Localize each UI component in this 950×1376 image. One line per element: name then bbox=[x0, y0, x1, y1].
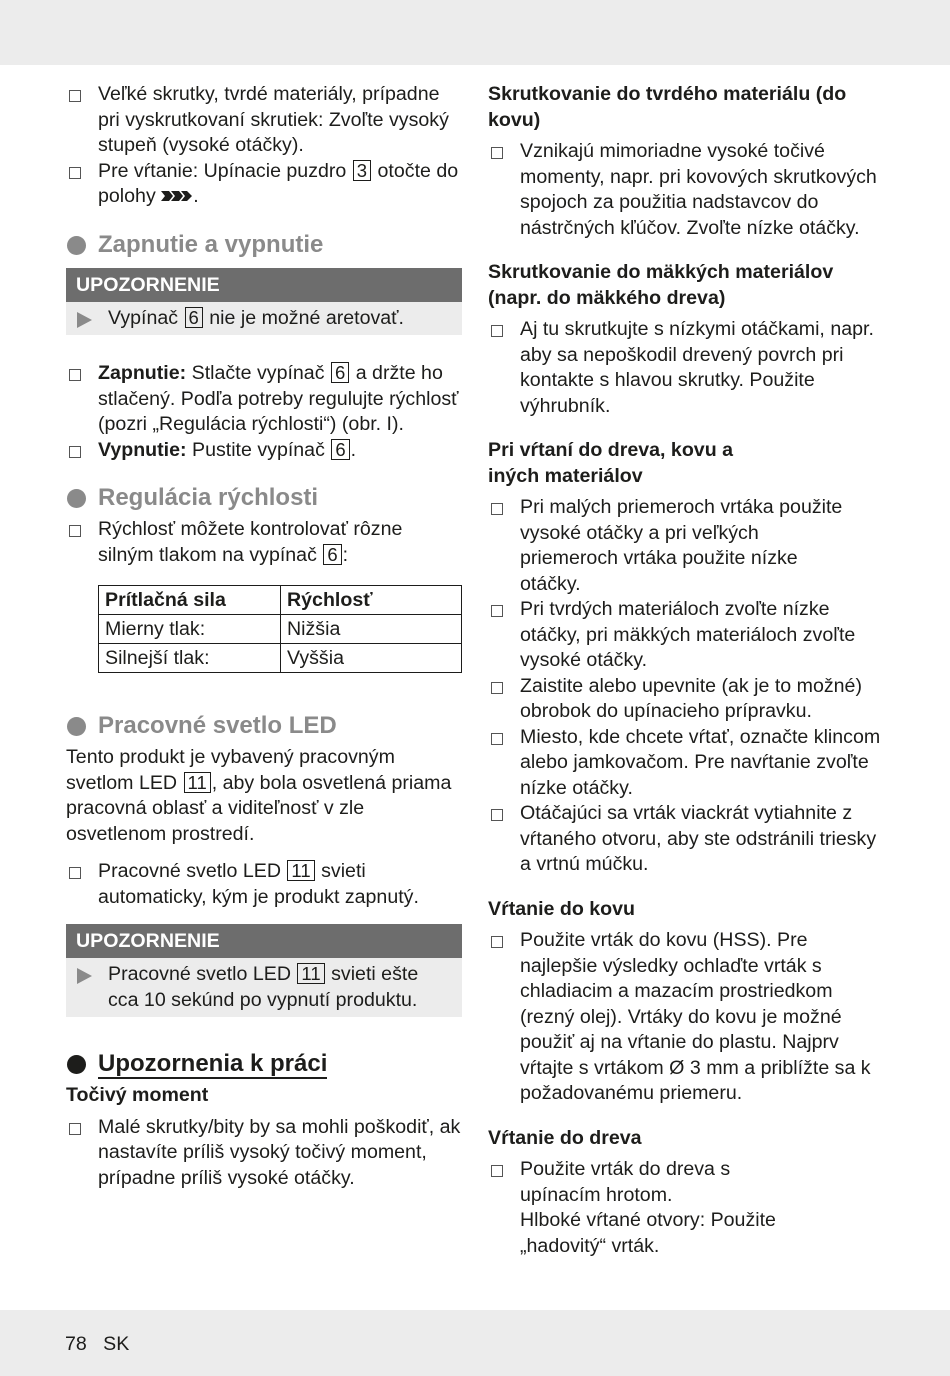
text: Pracovné svetlo LED bbox=[108, 963, 291, 985]
subheading: Skrutkovanie do mäkkých materiálov (napr. do mäkkého dreva) bbox=[488, 261, 834, 309]
left-column bbox=[66, 82, 462, 1191]
text: Rýchlosť môžete kontrolovať rôzne silným tlakom na vypínač bbox=[98, 518, 403, 566]
arrow-icon bbox=[77, 312, 92, 328]
list-item bbox=[488, 725, 888, 802]
list-item bbox=[488, 495, 858, 597]
list-item bbox=[488, 674, 888, 725]
ref-number: 11 bbox=[297, 963, 324, 984]
footer-band bbox=[0, 1310, 950, 1376]
warning-label: UPOZORNENIE bbox=[66, 924, 462, 958]
text: Miesto, kde chcete vŕtať, označte klincom alebo jamkovačom. Pre navŕtanie zvoľte nízke otáčky. bbox=[520, 725, 881, 799]
list-item bbox=[66, 361, 462, 438]
ref-number: 6 bbox=[323, 544, 341, 565]
table-cell: Vyššia bbox=[281, 644, 462, 673]
table-cell: Nižšia bbox=[281, 615, 462, 644]
text: svieti ešte cca 10 sekúnd po vypnutí produktu. bbox=[108, 963, 419, 1011]
table-header: Prítlačná sila bbox=[99, 586, 281, 615]
section-heading bbox=[66, 711, 462, 741]
text: . bbox=[350, 438, 357, 461]
text: , aby bola osvetlená priama pracovná oblasť a viditeľnosť v zle osvetlenom prostredí. bbox=[66, 771, 452, 845]
warning-label: UPOZORNENIE bbox=[66, 268, 462, 302]
text: Zaistite alebo upevnite (ak je to možné) obrobok do upínacieho prípravku. bbox=[520, 674, 862, 722]
table-cell: Mierny tlak: bbox=[99, 615, 281, 644]
page-footer bbox=[65, 1332, 129, 1358]
text: Vznikajú mimoriadne vysoké točivé momenty, napr. pri kovových skrutkových spojoch za použitia nadstavcov do nástrčných kľúčov. Zvoľte nízke otáčky. bbox=[520, 140, 877, 239]
section-heading bbox=[66, 483, 462, 513]
heading-text: Pracovné svetlo LED bbox=[98, 712, 337, 739]
arrow-icon bbox=[77, 968, 92, 984]
list-item bbox=[488, 139, 888, 241]
text: nie je možné aretovať. bbox=[209, 306, 404, 329]
text: a držte ho stlačený. Podľa potreby regulujte rýchlosť (pozri „Regulácia rýchlosti“) (obr. I). bbox=[98, 362, 459, 435]
list-item bbox=[488, 801, 888, 878]
text: Pracovné svetlo LED bbox=[98, 860, 281, 882]
text: Pustite vypínač bbox=[192, 438, 325, 461]
table-header: Rýchlosť bbox=[281, 586, 462, 615]
page-number: 78 bbox=[65, 1333, 87, 1355]
text: Pri vŕtaní do dreva, kovu a iných materiálov bbox=[488, 439, 734, 487]
section-heading bbox=[66, 1049, 462, 1079]
list-item bbox=[488, 1157, 788, 1259]
language-code: SK bbox=[103, 1333, 130, 1355]
text: Použite vrták do dreva s upínacím hrotom. bbox=[520, 1158, 731, 1206]
text: Tento produkt je vybavený pracovným svetlom LED bbox=[66, 746, 395, 794]
ref-number: 6 bbox=[331, 362, 349, 383]
heading-text: Zapnutie a vypnutie bbox=[98, 230, 324, 258]
list-item bbox=[66, 82, 462, 159]
text: svieti automaticky, kým je produkt zapnutý. bbox=[98, 860, 419, 908]
heading-text: Upozornenia k práci bbox=[98, 1050, 328, 1077]
top-band bbox=[0, 0, 950, 65]
ref-number: 3 bbox=[353, 160, 371, 181]
right-column bbox=[488, 82, 888, 1259]
subheading: Vŕtanie do dreva bbox=[488, 1126, 642, 1149]
pressure-speed-table bbox=[98, 585, 462, 673]
ref-number: 11 bbox=[287, 860, 314, 881]
ref-number: 11 bbox=[184, 772, 211, 793]
subheading: Skrutkovanie do tvrdého materiálu (do kovu) bbox=[488, 83, 847, 131]
table-row bbox=[99, 644, 462, 673]
bold-label: Vypnutie: bbox=[98, 438, 187, 461]
warning-body bbox=[66, 958, 462, 1017]
list-item bbox=[488, 317, 888, 419]
subheading: Vŕtanie do kovu bbox=[488, 897, 635, 920]
list-item bbox=[488, 597, 888, 674]
text: Vypínač bbox=[108, 306, 179, 329]
list-item bbox=[66, 1115, 462, 1192]
section-heading bbox=[66, 230, 462, 260]
list-item-text: Veľké skrutky, tvrdé materiály, prípadne pri vyskrutkovaní skrutiek: Zvoľte vysoký stupeň (vysoké otáčky). bbox=[98, 83, 449, 156]
text: Pri tvrdých materiáloch zvoľte nízke otáčky, pri mäkkých materiáloch zvoľte vysoké otáčky. bbox=[520, 598, 856, 671]
text: . bbox=[193, 185, 199, 207]
text: : bbox=[342, 543, 349, 566]
text: otočte do polohy bbox=[98, 159, 459, 207]
text: Použite vrták do kovu (HSS). Pre najlepšie výsledky ochlaďte vrták s chladiacim a mazacím prostriedkom (rezný olej). Vrtáky do kovu je možné použiť aj na vŕtanie do plastu. Najprv vŕtajte s vrtákom Ø 3 mm a priblížte sa k požadovanému priemeru. bbox=[520, 929, 871, 1104]
table-row bbox=[99, 615, 462, 644]
ref-number: 6 bbox=[331, 439, 349, 460]
table-cell: Silnejší tlak: bbox=[99, 644, 281, 673]
subheading bbox=[488, 438, 768, 489]
list-item bbox=[488, 928, 888, 1107]
warning-box bbox=[66, 924, 462, 1017]
warning-box bbox=[66, 268, 462, 336]
text: Pre vŕtanie: Upínacie puzdro bbox=[98, 159, 347, 182]
text: Malé skrutky/bity by sa mohli poškodiť, ak nastavíte príliš vysoký točivý moment, prípadne príliš vysoké otáčky. bbox=[98, 1115, 461, 1189]
bold-label: Zapnutie: bbox=[98, 362, 187, 384]
list-item bbox=[66, 438, 462, 464]
subheading: Točivý moment bbox=[66, 1084, 209, 1106]
ref-number: 6 bbox=[185, 307, 203, 328]
table-header-row bbox=[99, 586, 462, 615]
list-item bbox=[66, 159, 462, 210]
text: Pri malých priemeroch vrtáka použite vysoké otáčky a pri veľkých priemeroch vrtáka použite nízke otáčky. bbox=[520, 496, 843, 595]
text: Hlboké vŕtané otvory: Použite „hadovitý“ vrták. bbox=[520, 1209, 776, 1257]
text: Stlačte vypínač bbox=[191, 362, 325, 384]
warning-body bbox=[66, 302, 462, 336]
list-item bbox=[66, 517, 462, 568]
heading-text: Regulácia rýchlosti bbox=[98, 484, 319, 511]
drill-mode-icon bbox=[161, 189, 193, 203]
paragraph bbox=[66, 745, 462, 847]
list-item bbox=[66, 859, 462, 910]
text: Aj tu skrutkujte s nízkymi otáčkami, napr. aby sa nepoškodil drevený povrch pri kontakte s hlavou skrutky. Použite výhrubník. bbox=[520, 318, 874, 417]
text: Otáčajúci sa vrták viackrát vytiahnite z vŕtaného otvoru, aby ste odstránili triesky a vrtnú múčku. bbox=[520, 802, 877, 875]
